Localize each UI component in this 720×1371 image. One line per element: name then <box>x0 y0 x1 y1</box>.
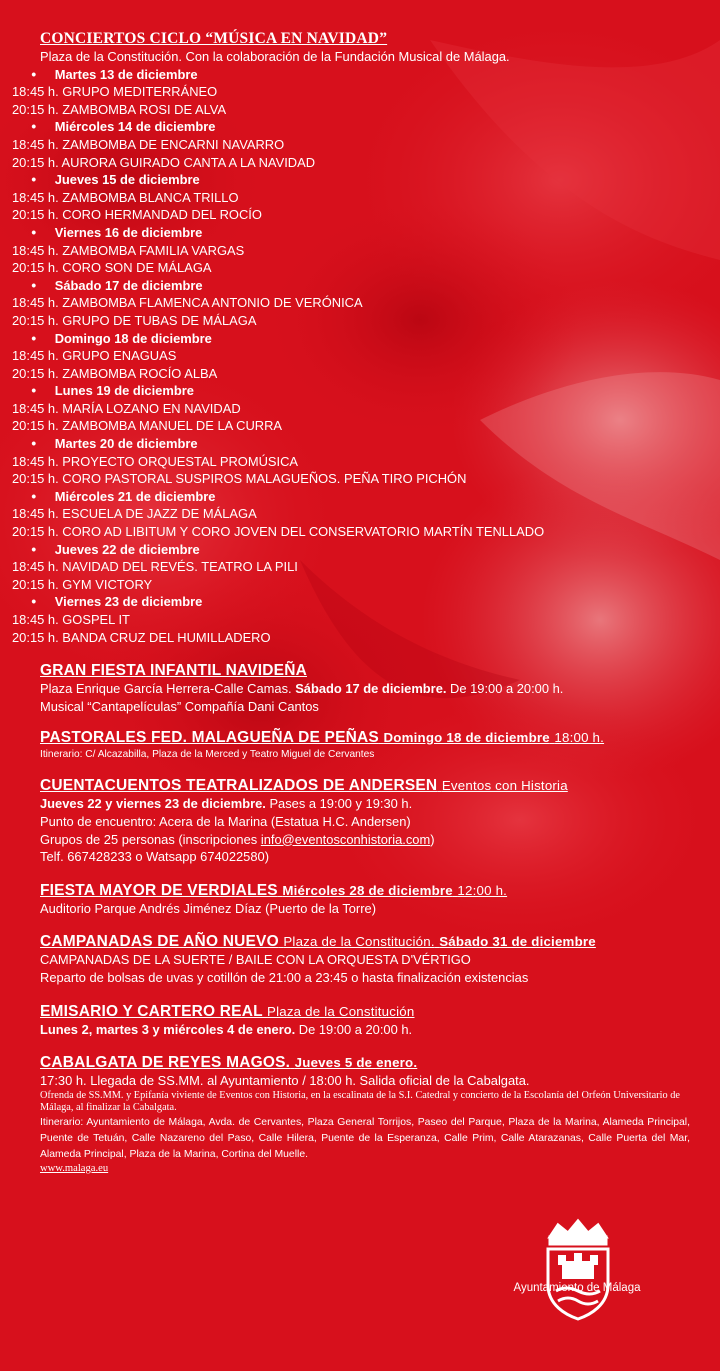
concert-day-label: Viernes 23 de diciembre <box>54 594 203 610</box>
cuentacuentos-passes: Pases a 19:00 y 19:30 h. <box>269 796 413 812</box>
concert-event: 20:15 h. ZAMBOMBA ROSI DE ALVA <box>12 101 227 117</box>
campanadas-section <box>40 933 700 986</box>
fiesta-infantil-date: Sábado 17 de diciembre. <box>295 681 447 697</box>
cuentacuentos-groups-end: ) <box>430 831 435 847</box>
concert-day-label: Lunes 19 de diciembre <box>54 383 194 399</box>
cuentacuentos-phone: Telf. 667428233 o Watsapp 674022580) <box>40 849 269 865</box>
concert-day-label: Miércoles 21 de diciembre <box>54 488 216 504</box>
fiesta-infantil-place: Plaza Enrique García Herrera-Calle Camas. <box>40 681 292 697</box>
cabalgata-line2: Ofrenda de SS.MM. y Epifanía viviente de Eventos con Historia, en la escalinata de la S.I. Catedral y concierto de la Escolanía del Orfeón Universitario de Málaga, al finalizar la Cabalgata. <box>40 1089 680 1114</box>
concert-day-label: Viernes 16 de diciembre <box>54 224 203 240</box>
cuentacuentos-dates <box>40 795 680 813</box>
concert-day <box>12 541 680 559</box>
emisario-date: Lunes 2, martes 3 y miércoles 4 de enero. <box>40 1021 296 1037</box>
concert-event: 20:15 h. CORO HERMANDAD DEL ROCÍO <box>12 207 262 223</box>
concert-event: 18:45 h. ZAMBOMBA BLANCA TRILLO <box>12 189 239 205</box>
pastorales-heading <box>40 729 700 747</box>
concert-day <box>12 171 680 189</box>
concert-event: 20:15 h. ZAMBOMBA ROCÍO ALBA <box>12 365 218 381</box>
pastorales-section <box>40 729 700 761</box>
pastorales-title: PASTORALES FED. MALAGUEÑA DE PEÑAS <box>40 729 379 747</box>
concert-event: 18:45 h. ESCUELA DE JAZZ DE MÁLAGA <box>12 506 257 522</box>
cuentacuentos-title: CUENTACUENTOS TEATRALIZADOS DE ANDERSEN <box>40 777 438 795</box>
cuentacuentos-date: Jueves 22 y viernes 23 de diciembre. <box>40 796 266 812</box>
emisario-title: EMISARIO Y CARTERO REAL <box>40 1002 263 1020</box>
concert-event: 18:45 h. GRUPO MEDITERRÁNEO <box>12 84 218 100</box>
concert-event: 20:15 h. CORO SON DE MÁLAGA <box>12 260 212 276</box>
pastorales-itinerary: Itinerario: C/ Alcazabilla, Plaza de la Merced y Teatro Miguel de Cervantes <box>40 748 375 761</box>
cabalgata-line1: 17:30 h. Llegada de SS.MM. al Ayuntamiento / 18:00 h. Salida oficial de la Cabalgata. <box>40 1073 530 1089</box>
cabalgata-date: Jueves 5 de enero. <box>294 1055 418 1071</box>
concert-event: 20:15 h. GYM VICTORY <box>12 576 153 592</box>
ayuntamiento-logo-label: Ayuntamiento de Málaga <box>513 1282 641 1294</box>
concert-event: 18:45 h. GOSPEL IT <box>12 612 130 627</box>
concert-day-label: Jueves 22 de diciembre <box>54 541 200 557</box>
emisario-place: Plaza de la Constitución <box>267 1003 415 1019</box>
campanadas-heading <box>40 933 700 951</box>
concert-day-label: Martes 20 de diciembre <box>54 436 198 452</box>
concert-event: 20:15 h. CORO AD LIBITUM Y CORO JOVEN DEL CONSERVATORIO MARTÍN TENLLADO <box>12 524 545 540</box>
city-crest-icon <box>528 1215 628 1325</box>
concert-day-label: Martes 13 de diciembre <box>54 66 198 82</box>
website-link[interactable]: www.malaga.eu <box>40 1162 109 1174</box>
cuentacuentos-meeting: Punto de encuentro: Acera de la Marina (Estatua H.C. Andersen) <box>40 813 411 829</box>
concert-day-label: Sábado 17 de diciembre <box>54 277 203 293</box>
verdiales-section <box>40 882 700 918</box>
cabalgata-itinerary: Itinerario: Ayuntamiento de Málaga, Avda. de Cervantes, Plaza General Torrijos, Paseo del Parque, Plaza de la Marina, Alameda Principal, Puente de Tetuán, Calle Nazareno del Paso, Calle Hilera, Puente de la Esperanza, Calle Prim, Calle Atarazanas, Calle Puerta del Mar, Alameda Principal, Plaza de la Marina, Cortina del Muelle. <box>40 1116 690 1160</box>
cuentacuentos-section <box>40 777 700 865</box>
concert-event: 20:15 h. GRUPO DE TUBAS DE MÁLAGA <box>12 312 257 328</box>
campanadas-title: CAMPANADAS DE AÑO NUEVO <box>40 933 279 951</box>
fiesta-infantil-title: GRAN FIESTA INFANTIL NAVIDEÑA <box>40 662 308 680</box>
concert-day <box>12 66 680 84</box>
concert-event: 20:15 h. CORO PASTORAL SUSPIROS MALAGUEÑOS. PEÑA TIRO PICHÓN <box>12 471 467 487</box>
concert-day-label: Domingo 18 de diciembre <box>54 330 212 346</box>
verdiales-date: Miércoles 28 de diciembre <box>282 882 453 898</box>
concert-day-label: Miércoles 14 de diciembre <box>54 119 216 135</box>
cabalgata-heading <box>40 1054 700 1072</box>
concert-day <box>12 224 680 242</box>
concert-day <box>12 118 680 136</box>
program-content <box>12 30 700 1175</box>
concert-event: 18:45 h. ZAMBOMBA DE ENCARNI NAVARRO <box>12 136 285 152</box>
cuentacuentos-aside: Eventos con Historia <box>441 778 568 794</box>
concert-schedule <box>12 66 700 647</box>
cuentacuentos-heading <box>40 777 700 795</box>
concert-day <box>12 488 680 506</box>
concert-day <box>12 382 680 400</box>
concert-day <box>12 435 680 453</box>
emisario-time: De 19:00 a 20:00 h. <box>298 1021 413 1037</box>
concert-event: 18:45 h. GRUPO ENAGUAS <box>12 348 177 364</box>
pastorales-time: 18:00 h. <box>554 730 605 746</box>
cuentacuentos-groups <box>40 831 680 849</box>
concert-event: 20:15 h. BANDA CRUZ DEL HUMILLADERO <box>12 629 271 645</box>
cabalgata-section <box>40 1054 700 1175</box>
fiesta-infantil-info <box>40 680 680 698</box>
verdiales-place: Auditorio Parque Andrés Jiménez Díaz (Puerto de la Torre) <box>40 900 376 916</box>
cabalgata-title: CABALGATA DE REYES MAGOS. <box>40 1054 291 1072</box>
emisario-heading <box>40 1003 700 1021</box>
fiesta-infantil-detail: Musical “Cantapelículas” Compañía Dani Cantos <box>40 698 319 714</box>
concert-event: 18:45 h. PROYECTO ORQUESTAL PROMÚSICA <box>12 453 299 469</box>
concert-day <box>12 277 680 295</box>
verdiales-title: FIESTA MAYOR DE VERDIALES <box>40 881 278 899</box>
concert-day <box>12 593 680 611</box>
campanadas-line1: CAMPANADAS DE LA SUERTE / BAILE CON LA ORQUESTA D'VÉRTIGO <box>40 952 471 968</box>
concert-event: 18:45 h. NAVIDAD DEL REVÉS. TEATRO LA PILI <box>12 559 298 575</box>
concert-day-label: Jueves 15 de diciembre <box>54 172 200 188</box>
concert-event: 18:45 h. ZAMBOMBA FAMILIA VARGAS <box>12 242 245 258</box>
emisario-dates <box>40 1021 680 1039</box>
fiesta-infantil-time: De 19:00 a 20:00 h. <box>450 681 564 697</box>
conciertos-title: CONCIERTOS CICLO “MÚSICA EN NAVIDAD” <box>40 30 388 47</box>
verdiales-heading <box>40 882 700 900</box>
campanadas-place: Plaza de la Constitución. <box>283 934 435 950</box>
fiesta-infantil-section <box>40 662 700 715</box>
concert-event: 18:45 h. MARÍA LOZANO EN NAVIDAD <box>12 400 241 416</box>
campanadas-line2: Reparto de bolsas de uvas y cotillón de 21:00 a 23:45 o hasta finalización existencias <box>40 969 529 985</box>
emisario-section <box>40 1003 700 1039</box>
concert-event: 20:15 h. ZAMBOMBA MANUEL DE LA CURRA <box>12 418 283 434</box>
cuentacuentos-groups-text: Grupos de 25 personas (inscripciones <box>40 831 261 847</box>
concert-event: 18:45 h. ZAMBOMBA FLAMENCA ANTONIO DE VERÓNICA <box>12 295 363 311</box>
verdiales-time: 12:00 h. <box>457 882 508 898</box>
concert-event: 20:15 h. AURORA GUIRADO CANTA A LA NAVIDAD <box>12 154 316 170</box>
campanadas-date: Sábado 31 de diciembre <box>439 934 596 950</box>
concert-day <box>12 330 680 348</box>
pastorales-date: Domingo 18 de diciembre <box>383 730 550 746</box>
cuentacuentos-email-link[interactable]: info@eventosconhistoria.com <box>260 831 431 847</box>
conciertos-subtitle: Plaza de la Constitución. Con la colaboración de la Fundación Musical de Málaga. <box>40 49 510 64</box>
